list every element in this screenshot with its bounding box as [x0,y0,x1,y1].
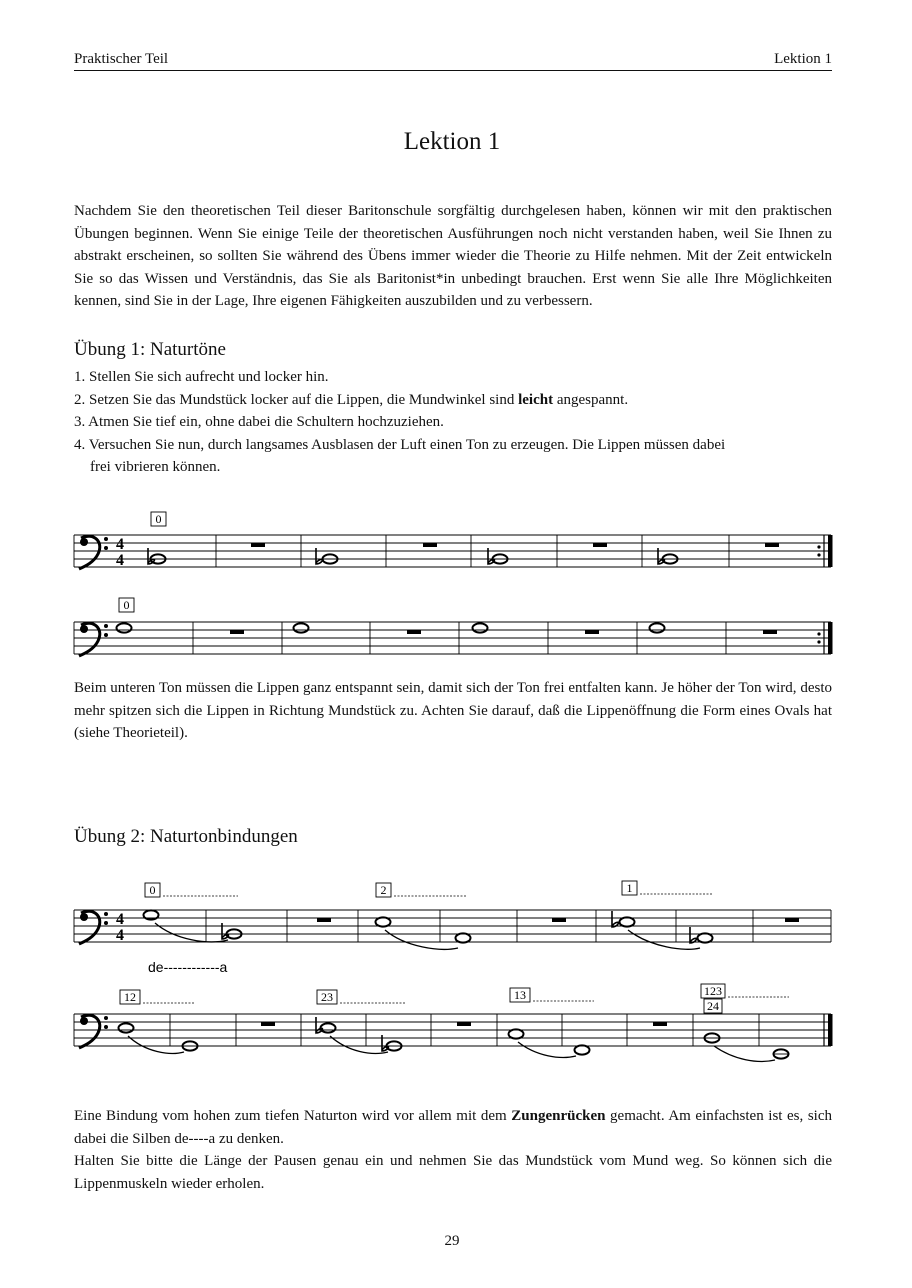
exercise1-explanation [74,677,832,745]
page-title: Lektion 1 [403,128,501,155]
valve-label: 0 [123,598,130,612]
running-header-right: Lektion 1 [774,51,832,67]
syllables-label: de------------a [148,959,228,975]
staff-2 [74,622,833,656]
intro-text: Nachdem Sie den theoretischen Teil dieser Baritonschule sorgfältig durchgelesen haben, können wir mit den praktischen Übungen beginnen. Wenn Sie einige Teile der theoretischen Ausführungen noch nicht verstanden haben, weil Sie Ihnen zu abstrakt erscheinen, so sollten Sie während des Übens immer wieder die Theorie zu Hilfe nehmen. Mit der Zeit entwickeln Sie so das Wissen und Verständnis, das Sie als Baritonist*in unbedingt brauchen. Erst wenn Sie alle Ihre Möglichkeiten kennen, sind Sie in der Lage, Ihre eigenen Fähigkeiten auszubilden und zu verbessern. [74,203,832,310]
valve-label: 0 [155,512,162,526]
valve-label: 23 [321,990,333,1004]
valve-label: 1 [626,881,633,895]
running-header-left: Praktischer Teil [74,51,169,67]
valve-group-row2 [120,984,789,1013]
step-2-text-end: angespannt. [553,391,629,408]
exercise1-heading: Übung 1: Naturtöne [74,339,226,360]
step-1: 1. Stellen Sie sich aufrecht und locker hin. [74,369,329,385]
valve-label: 0 [149,883,156,897]
valve-group-row1 [145,881,712,897]
valve-label: 13 [514,988,526,1002]
exercise2-text-start: Eine Bindung vom hohen zum tiefen Naturton wird vor allem mit dem [74,1108,512,1124]
exercise2-heading: Übung 2: Naturtonbindungen [74,826,298,847]
valve-label: 123 [704,984,722,998]
time-sig-bottom: 4 [116,927,124,944]
exercise2-explanation [74,1105,832,1195]
staff-3 [74,910,831,949]
exercise1-explanation-text: Beim unteren Ton müssen die Lippen ganz entspannt sein, damit sich der Ton frei entfalten kann. Je höher der Ton wird, desto mehr spitzen sich die Lippen in Richtung Mundstück zu. Achten Sie darauf, daß die Lippenöffnung die Form eines Ovals hat (siehe Theorieteil). [74,680,832,742]
time-sig-top: 4 [116,911,124,928]
staff-1 [74,535,833,569]
step-3: 3. Atmen Sie tief ein, ohne dabei die Schultern hochzuziehen. [74,414,444,431]
exercise2-explanation-text [74,1105,832,1150]
valve-label: 24 [707,999,719,1013]
step-2-text: 2. Setzen Sie das Mundstück locker auf die Lippen, die Mundwinkel sind [74,391,519,408]
valve-label: 12 [124,990,136,1004]
step-4: 4. Versuchen Sie nun, durch langsames Ausblasen der Luft einen Ton zu erzeugen. Die Lippen müssen dabei [74,436,726,453]
valve-label: 2 [380,883,387,897]
exercise2-emphasis: Zungenrücken [511,1108,606,1124]
exercise2-pause-text: Halten Sie bitte die Länge der Pausen genau ein und nehmen Sie das Mundstück vom Mund weg. So können sich die Lippenmuskeln wieder erholen. [74,1153,832,1192]
step-2-emphasis: leicht [518,391,554,408]
step-4-continued: frei vibrieren können. [90,459,221,476]
page-number: 29 [444,1233,460,1249]
exercise2-text-end: gemacht. Am einfachsten ist es, sich dabei die Silben de----a zu denken. [74,1108,832,1147]
time-sig-top: 4 [116,536,124,553]
staff-4 [74,1014,833,1061]
time-sig-bottom: 4 [116,552,124,569]
